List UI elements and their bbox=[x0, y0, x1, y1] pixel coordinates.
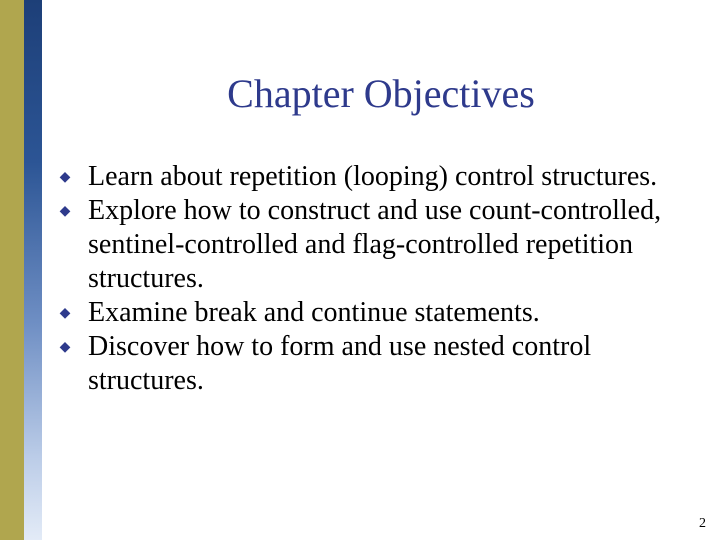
slide-title: Chapter Objectives bbox=[227, 71, 535, 116]
bullet-text: Discover how to form and use nested control structures. bbox=[88, 331, 592, 396]
bullet-text: Examine break and continue statements. bbox=[88, 297, 540, 328]
page-number: 2 bbox=[699, 516, 706, 531]
bullet-item bbox=[58, 296, 698, 330]
diamond-bullet-icon: ◆ bbox=[59, 169, 71, 185]
diamond-bullet-icon: ◆ bbox=[59, 305, 71, 321]
diamond-bullet-icon: ◆ bbox=[59, 339, 71, 355]
bullet-list bbox=[58, 160, 698, 398]
bullet-item bbox=[58, 330, 698, 398]
left-navy-band bbox=[24, 0, 42, 540]
diamond-bullet-icon: ◆ bbox=[59, 203, 71, 219]
bullet-text: Learn about repetition (looping) control structures. bbox=[88, 161, 658, 192]
left-olive-band bbox=[0, 0, 24, 540]
bullet-item bbox=[58, 194, 698, 296]
bullet-item bbox=[58, 160, 698, 194]
bullet-text: Explore how to construct and use count-controlled, sentinel-controlled and flag-controlled repetition structures. bbox=[88, 195, 662, 294]
